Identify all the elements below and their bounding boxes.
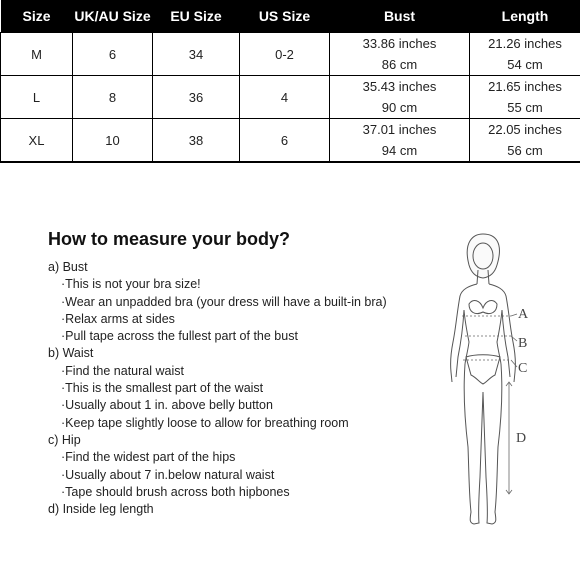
table-header-row <box>1 0 580 33</box>
bust-inches: 37.01 inches <box>362 122 437 137</box>
cell-size: M <box>1 33 73 76</box>
cell-bust <box>330 33 470 76</box>
instruction-line: ·This is not your bra size! <box>61 277 201 292</box>
table-row <box>1 33 580 76</box>
bust-cm: 86 cm <box>381 57 418 72</box>
header-us-size: US Size <box>240 0 330 33</box>
cell-us: 0-2 <box>240 33 330 76</box>
cell-size: L <box>1 76 73 119</box>
cell-eu: 34 <box>153 33 240 76</box>
header-length: Length <box>470 0 580 33</box>
bust-inches: 33.86 inches <box>362 36 437 51</box>
header-bust: Bust <box>330 0 470 33</box>
instruction-line: ·Find the natural waist <box>61 363 184 378</box>
label-c: C <box>518 361 528 376</box>
cell-eu: 38 <box>153 119 240 163</box>
header-uk-au-size: UK/AU Size <box>73 0 153 33</box>
label-b: B <box>518 336 528 351</box>
section-heading-inside-leg: d) Inside leg length <box>48 502 154 517</box>
cell-uk-au: 8 <box>73 76 153 119</box>
bust-cm: 94 cm <box>381 143 418 158</box>
section-heading-bust: a) Bust <box>48 260 88 274</box>
label-d: D <box>516 431 527 446</box>
instruction-line: ·Usually about 1 in. above belly button <box>61 398 273 413</box>
instruction-line: ·This is the smallest part of the waist <box>61 381 264 396</box>
instruction-line: ·Usually about 7 in.below natural waist <box>61 467 275 482</box>
cell-length <box>470 119 580 163</box>
instruction-line: ·Relax arms at sides <box>61 311 175 326</box>
label-a: A <box>518 307 529 322</box>
body-measurement-figure <box>425 232 545 532</box>
bust-cm: 90 cm <box>381 100 418 115</box>
length-inches: 21.65 inches <box>488 79 562 94</box>
length-inches: 21.26 inches <box>488 36 562 51</box>
table-row <box>1 119 580 163</box>
cell-bust <box>330 76 470 119</box>
size-chart-table <box>0 0 580 163</box>
cell-uk-au: 10 <box>73 119 153 163</box>
instruction-line: ·Pull tape across the fullest part of the bust <box>61 329 298 344</box>
instruction-line: ·Find the widest part of the hips <box>61 450 236 465</box>
length-cm: 55 cm <box>507 100 543 115</box>
guide-title: How to measure your body? <box>48 229 291 249</box>
length-inches: 22.05 inches <box>488 122 562 137</box>
instruction-line: ·Tape should brush across both hipbones <box>61 484 290 499</box>
cell-uk-au: 6 <box>73 33 153 76</box>
cell-size: XL <box>1 119 73 163</box>
cell-length <box>470 76 580 119</box>
measure-instructions <box>48 259 408 518</box>
cell-us: 4 <box>240 76 330 119</box>
table-row <box>1 76 580 119</box>
bust-inches: 35.43 inches <box>362 79 437 94</box>
instruction-line: ·Wear an unpadded bra (your dress will have a built-in bra) <box>61 294 387 309</box>
header-size: Size <box>1 0 73 33</box>
section-heading-hip: c) Hip <box>48 432 81 447</box>
cell-length <box>470 33 580 76</box>
instruction-line: ·Keep tape slightly loose to allow for breathing room <box>61 415 349 430</box>
length-cm: 54 cm <box>507 57 543 72</box>
cell-us: 6 <box>240 119 330 163</box>
section-heading-waist: b) Waist <box>48 346 94 361</box>
header-eu-size: EU Size <box>153 0 240 33</box>
cell-bust <box>330 119 470 163</box>
length-cm: 56 cm <box>507 143 543 158</box>
cell-eu: 36 <box>153 76 240 119</box>
